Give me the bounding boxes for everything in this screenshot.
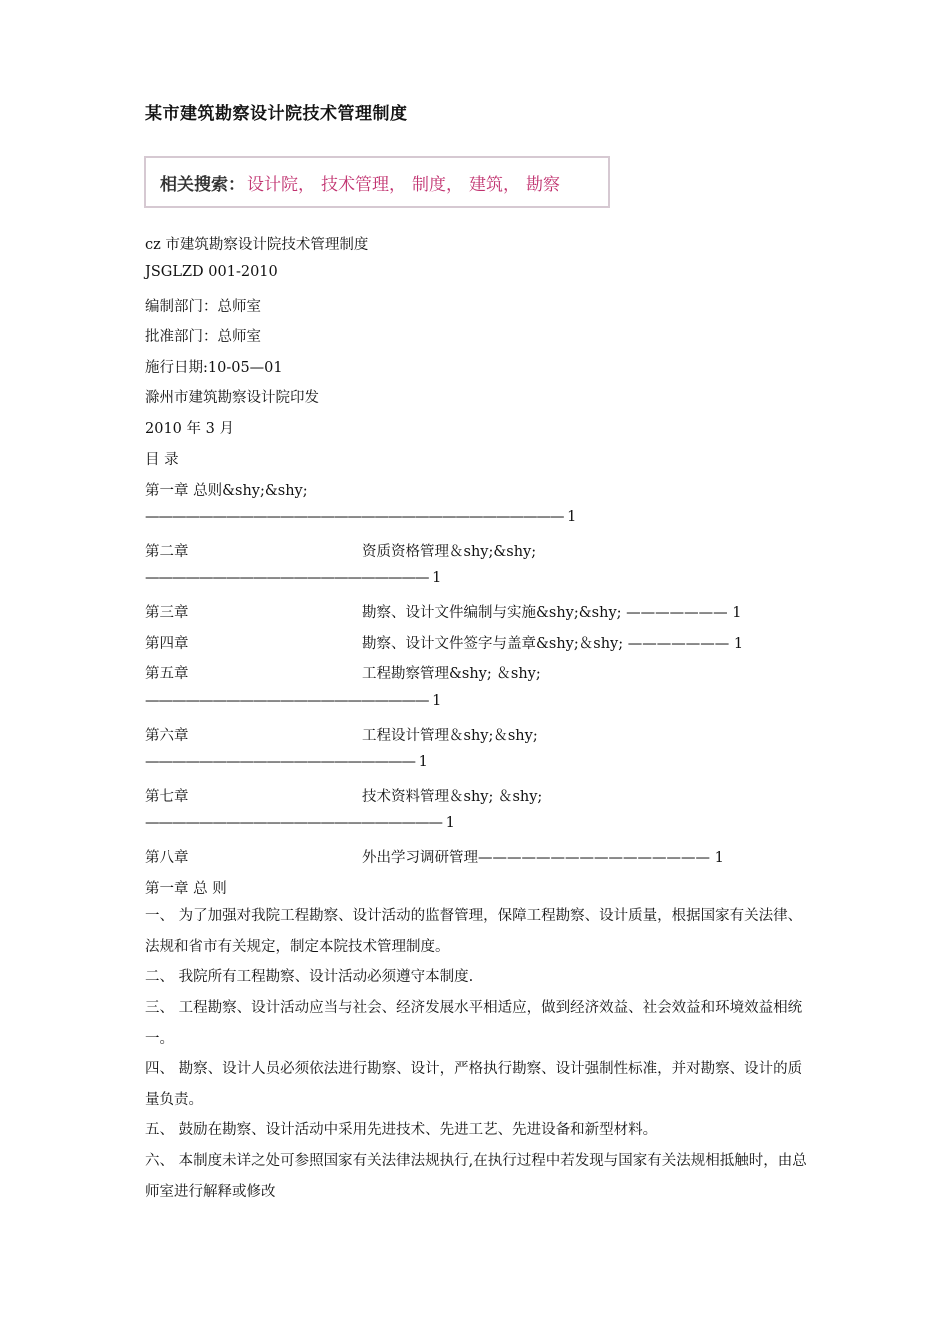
toc-ch7-title: 技术资料管理＆shy; ＆shy; xyxy=(362,789,543,805)
effective-date: 施行日期:10-05—01 xyxy=(145,360,283,376)
paragraph-5: 五、 鼓励在勘察、设计活动中采用先进技术、先进工艺、先进设备和新型材料。 xyxy=(145,1122,658,1138)
toc-ch7-num: 第七章 xyxy=(145,789,189,805)
keyword-link-survey[interactable]: 勘察 xyxy=(526,174,560,195)
toc-ch5-title: 工程勘察管理&shy; ＆shy; xyxy=(362,666,541,682)
toc-ch5-leader: ————————————————————— 1 xyxy=(145,693,441,709)
keyword-link-tech-management[interactable]: 技术管理， xyxy=(321,174,406,195)
approve-dept: 批准部门：总师室 xyxy=(145,329,261,345)
paragraph-3: 三、 工程勘察、设计活动应当与社会、经济发展水平相适应，做到经济效益、社会效益和环境效益相统一。 xyxy=(145,1000,803,1047)
toc-ch6-leader: ———————————————————— 1 xyxy=(145,754,427,770)
chapter1-heading: 第一章 总 则 xyxy=(145,881,227,897)
keyword-link-system[interactable]: 制度， xyxy=(412,174,463,195)
paragraph-1: 一、 为了加强对我院工程勘察、设计活动的监督管理，保障工程勘察、设计质量，根据国家有关法律、法规和省市有关规定，制定本院技术管理制度。 xyxy=(145,908,803,955)
toc-ch3-title: 勘察、设计文件编制与实施&shy;&shy; ——————— 1 xyxy=(362,605,742,621)
toc-ch6-title: 工程设计管理＆shy;＆shy; xyxy=(362,728,538,744)
paragraph-4: 四、 勘察、设计人员必须依法进行勘察、设计，严格执行勘察、设计强制性标准，并对勘察、设计的质量负责。 xyxy=(145,1061,803,1108)
toc-ch4-num: 第四章 xyxy=(145,636,189,652)
toc-ch2-leader: ————————————————————— 1 xyxy=(145,570,441,586)
toc-ch6-num: 第六章 xyxy=(145,728,189,744)
issuer: 滁州市建筑勘察设计院印发 xyxy=(145,390,319,406)
keyword-link-building[interactable]: 建筑， xyxy=(469,174,520,195)
toc-ch1: 第一章 总则&shy;&shy; xyxy=(145,483,308,499)
compile-dept: 编制部门：总师室 xyxy=(145,299,261,315)
paragraph-2: 二、 我院所有工程勘察、设计活动必须遵守本制度. xyxy=(145,969,474,985)
issue-date: 2010 年 3 月 xyxy=(145,421,234,437)
related-search-label: 相关搜索： xyxy=(160,174,245,195)
toc-ch7-leader: —————————————————————— 1 xyxy=(145,815,454,831)
toc-ch2-title: 资质资格管理＆shy;&shy; xyxy=(362,544,537,560)
toc-ch8-num: 第八章 xyxy=(145,850,189,866)
toc-ch2-num: 第二章 xyxy=(145,544,189,560)
paragraph-6: 六、 本制度未详之处可参照国家有关法律法规执行,在执行过程中若发现与国家有关法规相抵触时，由总师室进行解释或修改 xyxy=(145,1153,807,1200)
keyword-link-design-institute[interactable]: 设计院， xyxy=(247,174,315,195)
doc-code: JSGLZD 001-2010 xyxy=(145,264,278,280)
page-title: 某市建筑勘察设计院技术管理制度 xyxy=(145,104,408,124)
toc-ch5-num: 第五章 xyxy=(145,666,189,682)
toc-ch3-num: 第三章 xyxy=(145,605,189,621)
toc-ch1-leader: ——————————————————————————————— 1 xyxy=(145,509,576,525)
toc-heading: 目 录 xyxy=(145,452,179,468)
toc-ch8-title: 外出学习调研管理———————————————— 1 xyxy=(362,850,724,866)
toc-ch4-title: 勘察、设计文件签字与盖章&shy;＆shy; ——————— 1 xyxy=(362,636,744,652)
related-search-box xyxy=(144,156,610,208)
doc-heading-line: cz 市建筑勘察设计院技术管理制度 xyxy=(145,237,369,253)
